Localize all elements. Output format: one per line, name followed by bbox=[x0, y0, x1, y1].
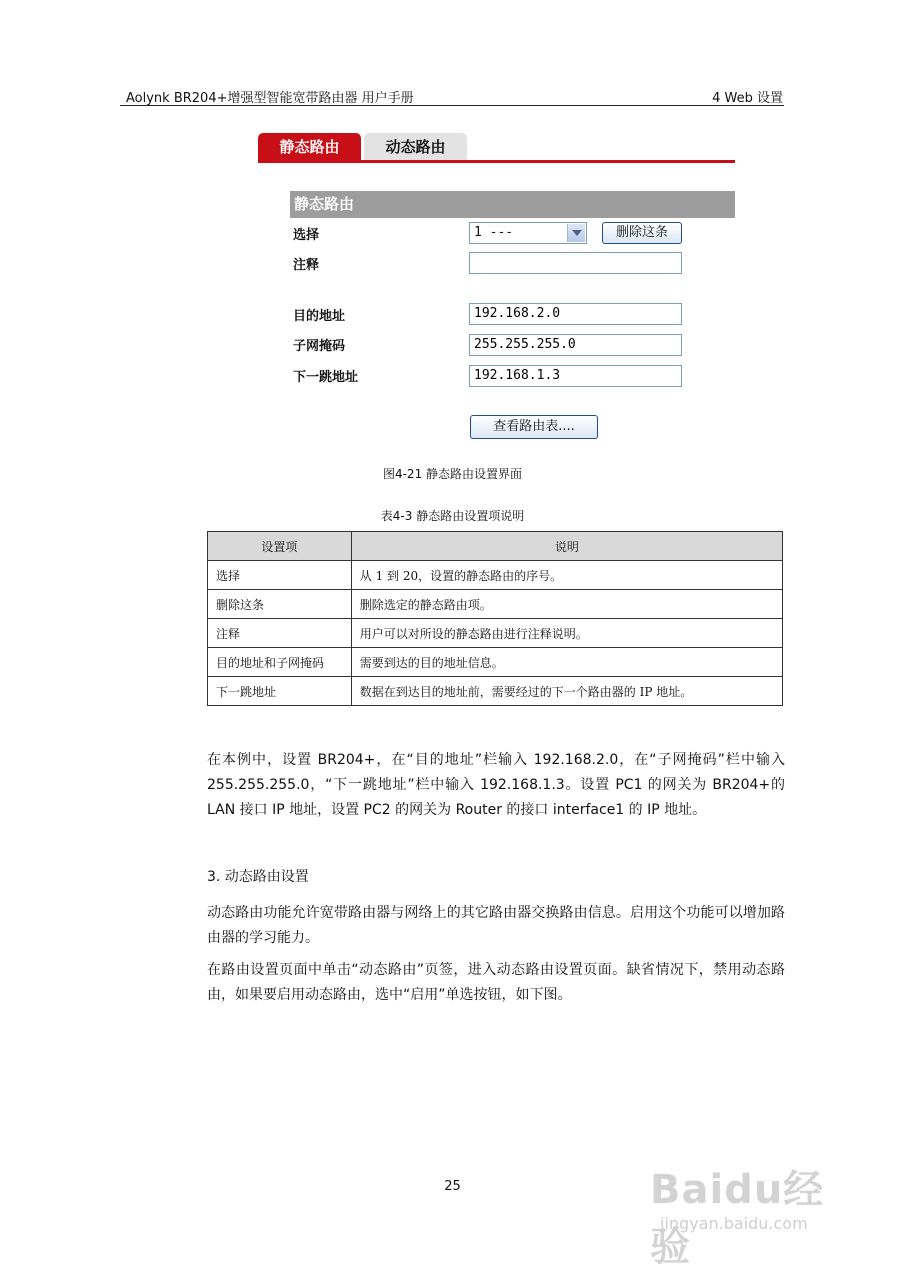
table-row bbox=[208, 677, 783, 706]
select-label: 选择 bbox=[293, 228, 320, 243]
view-route-table-button[interactable]: 查看路由表.... bbox=[470, 415, 598, 439]
table-row bbox=[208, 561, 783, 590]
table-row bbox=[208, 619, 783, 648]
dest-label: 目的地址 bbox=[293, 309, 346, 324]
dest-input[interactable]: 192.168.2.0 bbox=[469, 303, 682, 325]
next-hop-input[interactable]: 192.168.1.3 bbox=[469, 365, 682, 387]
table-cell: 删除选定的静态路由项。 bbox=[351, 590, 782, 619]
note-input[interactable] bbox=[469, 252, 682, 274]
section-heading: 3. 动态路由设置 bbox=[207, 869, 309, 885]
table-header-cell: 说明 bbox=[351, 532, 782, 561]
dynamic-route-intro: 动态路由功能允许宽带路由器与网络上的其它路由器交换路由信息。启用这个功能可以增加路由器的学习能力。 bbox=[207, 905, 785, 946]
table-header-row bbox=[208, 532, 783, 561]
table-cell: 从 1 到 20，设置的静态路由的序号。 bbox=[351, 561, 782, 590]
note-label: 注释 bbox=[293, 258, 320, 273]
section-title: 静态路由 bbox=[290, 191, 735, 218]
baidu-logo: Baidu经验 bbox=[650, 1167, 825, 1270]
table-cell: 注释 bbox=[208, 619, 352, 648]
table-cell: 选择 bbox=[208, 561, 352, 590]
tab-bar bbox=[256, 131, 736, 164]
next-hop-label: 下一跳地址 bbox=[293, 370, 359, 385]
table-cell: 数据在到达目的地址前，需要经过的下一个路由器的 IP 地址。 bbox=[351, 677, 782, 706]
chevron-down-icon[interactable] bbox=[567, 224, 585, 242]
baidu-watermark bbox=[650, 1148, 850, 1270]
header-section: 4 Web 设置 bbox=[712, 91, 783, 106]
table-row bbox=[208, 590, 783, 619]
table-cell: 删除这条 bbox=[208, 590, 352, 619]
tab-dynamic-route[interactable]: 动态路由 bbox=[364, 133, 467, 161]
mask-label: 子网掩码 bbox=[293, 339, 346, 354]
table-cell: 下一跳地址 bbox=[208, 677, 352, 706]
static-route-figure bbox=[256, 131, 736, 449]
table-cell: 用户可以对所设的静态路由进行注释说明。 bbox=[351, 619, 782, 648]
dynamic-route-steps: 在路由设置页面中单击“动态路由”页签，进入动态路由设置页面。缺省情况下，禁用动态路由，如果要启用动态路由，选中“启用”单选按钮，如下图。 bbox=[207, 962, 785, 1003]
page-number: 25 bbox=[444, 1179, 461, 1194]
table-header-cell: 设置项 bbox=[208, 532, 352, 561]
table-cell: 需要到达的目的地址信息。 bbox=[351, 648, 782, 677]
header-rule bbox=[120, 105, 784, 106]
table-row bbox=[208, 648, 783, 677]
tab-static-route[interactable]: 静态路由 bbox=[258, 133, 361, 161]
mask-input[interactable]: 255.255.255.0 bbox=[469, 334, 682, 356]
example-paragraph: 在本例中，设置 BR204+，在“目的地址”栏输入 192.168.2.0，在“子网掩码”栏中输入 255.255.255.0，“下一跳地址”栏中输入 192.168.1.3。设置 PC1 的网关为 BR204+的 LAN 接口 IP 地址，设置 PC2 的网关为 Router 的接口 interface1 的 IP 地址。 bbox=[207, 752, 785, 818]
tab-underline bbox=[258, 160, 735, 163]
route-select-value: 1 --- bbox=[474, 225, 514, 240]
settings-table bbox=[207, 531, 783, 706]
delete-route-button[interactable]: 删除这条 bbox=[602, 222, 682, 244]
watermark-url: jingyan.baidu.com bbox=[660, 1214, 808, 1233]
header-title: Aolynk BR204+增强型智能宽带路由器 用户手册 bbox=[126, 91, 414, 106]
figure-caption: 图4-21 静态路由设置界面 bbox=[382, 467, 523, 481]
table-cell: 目的地址和子网掩码 bbox=[208, 648, 352, 677]
table-caption: 表4-3 静态路由设置项说明 bbox=[380, 509, 525, 523]
route-select[interactable] bbox=[469, 222, 587, 244]
